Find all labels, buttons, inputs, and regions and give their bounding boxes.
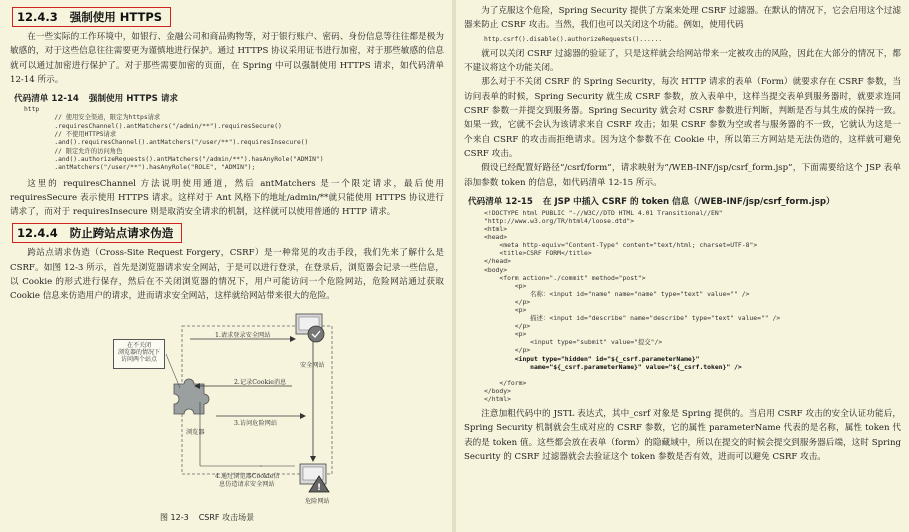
code-line: <form action="./commit" method="post"> (484, 273, 646, 282)
note-box (113, 339, 165, 369)
note-line: 浏览器的情况下 (117, 348, 160, 356)
paragraph: 注意加粗代码中的 JSTL 表达式，其中_csrf 对象是 Spring 提供的。当启用 CSRF 攻击的安全认证功能后，Spring Security 机制就会生成对应的 CSRF 参数，它的属性 parameterName 代表的是名称，属性 token 代表的是 token 值。这些都会放在表单（form）的隐藏域中，所以在提交的时候会提交到服务器后端，这时 Spring Security 的 CSRF 过滤器就会去验证这个 token 参数是否有效，进而可以避免 CSRF 攻击。 (464, 409, 901, 462)
paragraph: 跨站点请求伪造（Cross-Site Request Forgery，CSRF）是一种常见的攻击手段，我们先来了解什么是 CSRF。如图 12-3 所示，首先是浏览器请求安全网站，于是可以进行登录，在登录后，浏览器会记录一些信息，以 Cookie 的形式进行保存，然后在不关闭浏览器的情况下，用户可能访问一个危险网站，危险网站通过获取 Cookie 信息来仿造用户的请求，进而请求安全网站，这样就给网站带来很大的危险。 (10, 248, 444, 302)
danger-site-label: 危险网站 (305, 497, 330, 505)
paragraph: 假设已经配置好路径“/csrf/form”，请求映射为“/WEB-INF/jsp/csrf_form.jsp”，下面需要给这个 JSP 表单添加参数 token 的信息，如代码清单 12-15 所示。 (464, 163, 901, 188)
code-line: <input type="submit" value="提交"/> (484, 338, 663, 347)
code-line: </p> (484, 322, 531, 331)
code-csrf-disable (484, 36, 901, 44)
code-line: "http://www.w3.org/TR/html4/loose.dtd"> (484, 216, 635, 225)
paragraph: 在一些实际的工作环境中，如银行、金融公司和商品购物等，对于银行账户、密码、身份信息等往往都是极为敏感的，对于这些信息往往需要更为谨慎地进行保护。通过 HTTPS 协议采用证书进行加密，对于那些敏感的信息就可以通过加密进行保护了。对于那些需要加密的页面，在 Spring 中可以强制使用 HTTPS 请求，如代码清单 12-14 所示。 (10, 32, 444, 85)
code-line: </p> (484, 297, 531, 306)
section-heading-https (12, 7, 171, 27)
listing-label: 代码清单 12-15 (468, 196, 533, 207)
step-4-label-line1: 4.通过浏览器Cookie信 (215, 472, 280, 480)
code-line: </body> (484, 386, 511, 395)
note-line: 访问两个站点 (120, 356, 157, 364)
listing-title (14, 92, 444, 104)
code-line: <p> (484, 330, 527, 339)
code-line: </p> (484, 346, 531, 355)
listing-caption: 在 JSP 中插入 CSRF 的 token 信息（/WEB-INF/jsp/csrf_form.jsp） (542, 196, 835, 207)
figure-number: 图 12-3 (160, 512, 189, 522)
code-line: // 不使用HTTPS请求 (24, 131, 117, 139)
step-1-label: 1.请求登录安全网站 (215, 331, 271, 339)
code-line: <p> (484, 305, 527, 314)
svg-text:!: ! (316, 482, 322, 493)
csrf-figure (10, 306, 444, 524)
step-2-label: 2.记录Cookie消息 (234, 378, 287, 386)
figure-caption-text: CSRF 攻击场景 (198, 512, 255, 522)
code-line: http.csrf().disable().authorizeRequests()...... (484, 35, 663, 43)
section-number: 12.4.3 (17, 10, 58, 24)
section-title: 防止跨站点请求伪造 (69, 226, 174, 241)
browser-label: 浏览器 (186, 428, 205, 436)
code-line: .antMatchers("/user/**").hasAnyRole("ROLE", "ADMIN"); (24, 164, 256, 172)
listing-title (468, 195, 901, 207)
safe-site-icon (296, 314, 324, 342)
code-line: .and().requiresChannel().antMatchers("/user/**").requiresInsecure() (24, 139, 309, 147)
code-block-https (24, 106, 444, 172)
code-line: </form> (484, 378, 527, 387)
code-line: <p> (484, 281, 527, 290)
step-4-label-line2: 息仿造请求安全网站 (219, 480, 275, 488)
section-heading-csrf (12, 223, 182, 243)
safe-site-label: 安全网站 (300, 361, 325, 369)
danger-site-icon (300, 464, 329, 493)
code-line: // 限定允许的访问角色 (24, 147, 123, 155)
code-line: </head> (484, 257, 511, 266)
right-page (456, 0, 909, 532)
code-line: <meta http-equiv="Content-Type" content="text/html; charset=UTF-8"> (484, 241, 758, 250)
section-number: 12.4.4 (17, 226, 58, 241)
paragraph: 这里的 requiresChannel 方法说明使用通道，然后 antMatchers 是一个限定请求，最后使用 requiresSecure 表示使用 HTTPS 请求。这样对于 Ant 风格下的地址/admin/**就只能使用 HTTPS 协议进行请求了，而对于 requiresInsecure 则是取消安全请求的机制，这样就可以使用普通的 HTTP 请求。 (10, 178, 444, 218)
code-line: .requiresChannel().antMatchers("/admin/**").requiresSecure() (24, 122, 282, 130)
left-page (0, 0, 452, 532)
paragraph: 为了克服这个危险，Spring Security 提供了方案来处理 CSRF 过滤器。在默认的情况下，它会启用这个过滤器来防止 CSRF 攻击。当然，我们也可以关闭这个功能。例如，使用代码 (464, 6, 901, 31)
code-line: 描述：<input id="describe" name="describe" type="text" value="" /> (484, 314, 781, 323)
code-line: </html> (484, 395, 511, 404)
code-line: 名称：<input id="name" name="name" type="text" value="" /> (484, 289, 750, 298)
note-line: 在不关闭 (126, 341, 151, 349)
figure-caption (160, 512, 264, 523)
code-line: http (24, 106, 40, 114)
code-line-bold: <input type="hidden" id="${_csrf.parameterName}" (484, 354, 700, 363)
code-line: <head> (484, 233, 508, 242)
listing-label: 代码清单 12-14 (14, 94, 79, 105)
code-line: <!DOCTYPE html PUBLIC "-//W3C//DTD HTML 4.01 Transitional//EN" (484, 208, 723, 217)
paragraph: 那么对于不关闭 CSRF 的 Spring Security，每次 HTTP 请求的表单（Form）就要求存在 CSRF 参数，当访问表单的时候，Spring Security 就生成 CSRF 参数，放入表单中，这样当提交表单到服务器时，就要求连同 CSRF 参数一并提交到服务器。Spring Security 就会对 CSRF 参数进行判断，判断是否与其生成的保持一致。如果一致，它就不会认为该请求来自 CSRF 攻击；如果 CSRF 参数为空或者与服务器的不一致，它就认为这是一个来自 CSRF 的攻击而拒绝请求。因为这个参数不在 Cookie 中，所以第三方网站是无法伪造的，这样就可避免 CSRF 攻击。 (464, 77, 901, 159)
code-line: <body> (484, 265, 508, 274)
listing-caption: 强制使用 HTTPS 请求 (88, 94, 179, 105)
code-line: <html> (484, 225, 508, 234)
code-line: .and().authorizeRequests().antMatchers("/admin/**").hasAnyRole("ADMIN") (24, 155, 324, 163)
browser-icon (174, 379, 209, 414)
code-line: <title>CSRF FORM</title> (484, 249, 592, 258)
code-line-bold: name="${_csrf.parameterName}" value="${_csrf.token}" /> (484, 362, 742, 371)
code-line: // 使用安全渠道，限定为https请求 (24, 114, 161, 122)
code-block-jsp (484, 209, 901, 403)
step-3-label: 3.访问危险网站 (234, 419, 278, 427)
paragraph: 就可以关闭 CSRF 过滤器的验证了，只是这样就会给网站带来一定被攻击的风险，因此在大部分的情况下，都不建议将这个功能关闭。 (464, 48, 901, 74)
code-line (484, 371, 901, 379)
section-title: 强制使用 HTTPS (69, 10, 163, 24)
